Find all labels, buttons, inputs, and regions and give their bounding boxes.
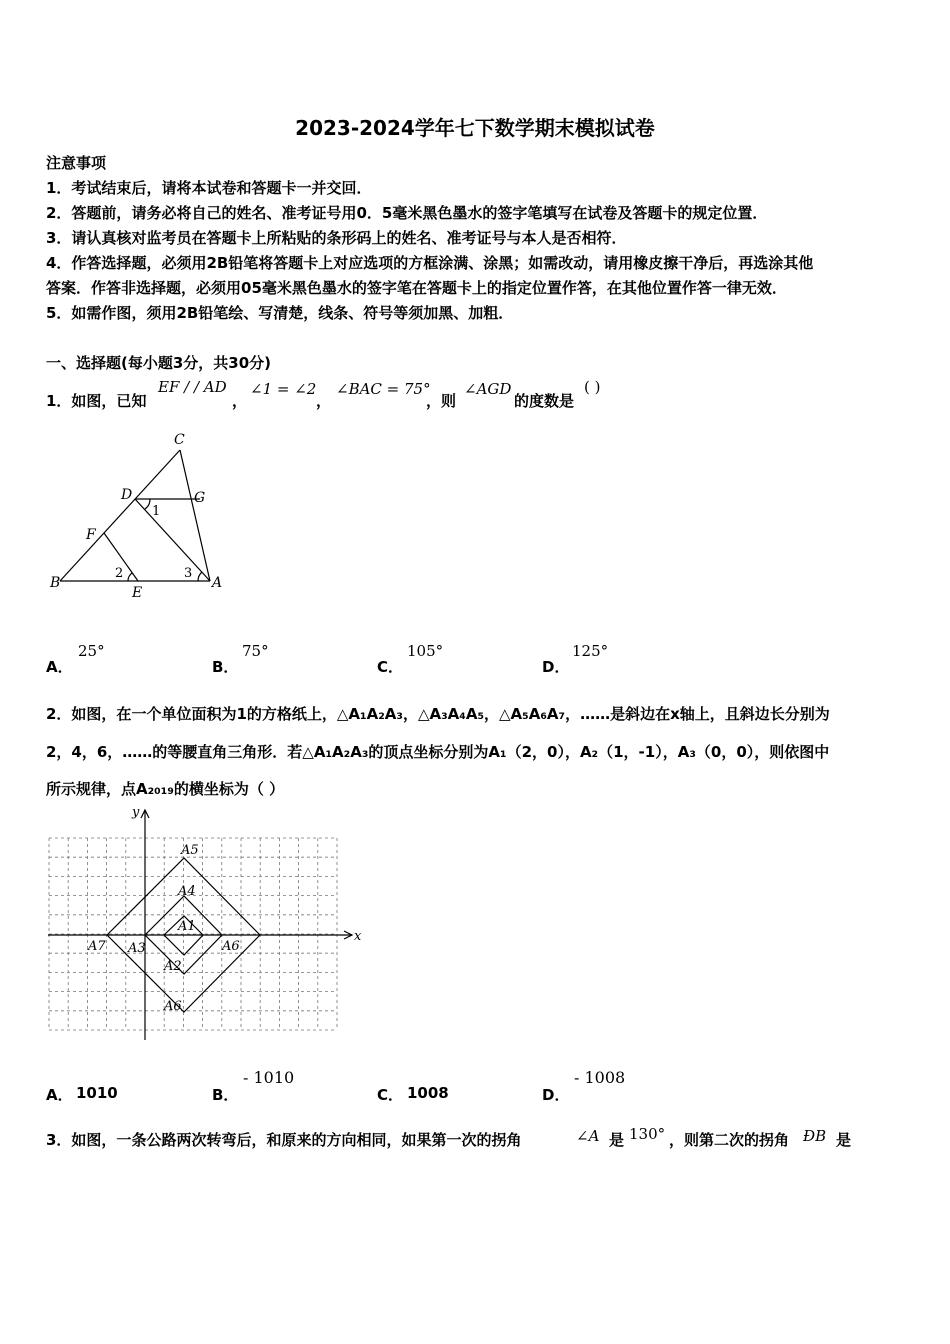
notice-heading: 注意事项 bbox=[46, 154, 107, 172]
q1-option-d-value: 125° bbox=[572, 642, 609, 660]
page-title: 2023-2024学年七下数学期末模拟试卷 bbox=[295, 116, 655, 140]
label-a1: A1 bbox=[178, 919, 196, 934]
question-1-stem bbox=[46, 378, 906, 408]
q2-grid-figure bbox=[40, 800, 370, 1045]
question-3-stem bbox=[46, 1125, 906, 1153]
q3-math-angle-b: ÐB bbox=[803, 1127, 827, 1145]
label-a2: A2 bbox=[164, 959, 182, 974]
q3-mid: 是 bbox=[609, 1131, 625, 1149]
q1-option-d-label[interactable]: D． bbox=[542, 658, 570, 676]
angle-1-arc bbox=[145, 499, 150, 509]
label-f: F bbox=[86, 527, 96, 543]
q2-line-3: 所示规律，点A₂₀₁₉的横坐标为（ ） bbox=[46, 780, 285, 798]
q2-line-2: 2，4，6，……的等腰直角三角形．若△A₁A₂A₃的顶点坐标分别为A₁（2，0），A₂（1，-1），A₃（0，0），则依图中 bbox=[46, 743, 830, 761]
q1-sep: ， bbox=[232, 392, 248, 410]
q2-option-c-value: 1008 bbox=[407, 1084, 449, 1102]
q1-sep: ，则 bbox=[426, 392, 457, 410]
angle-2-arc bbox=[128, 573, 132, 581]
q3-math-angle-a: ∠A bbox=[576, 1127, 600, 1145]
q2-option-d-label[interactable]: D． bbox=[542, 1086, 570, 1104]
q1-figure bbox=[40, 425, 240, 605]
line-da bbox=[135, 499, 210, 581]
label-c: C bbox=[174, 432, 185, 448]
q2-option-a-label[interactable]: A． bbox=[46, 1086, 73, 1104]
q1-math-agd: ∠AGD bbox=[464, 380, 512, 398]
q1-option-a-label[interactable]: A． bbox=[46, 658, 73, 676]
q3-end: 是 bbox=[836, 1131, 852, 1149]
q1-sep: ， bbox=[316, 392, 332, 410]
q1-option-c-label[interactable]: C． bbox=[377, 658, 404, 676]
label-1: 1 bbox=[152, 504, 161, 519]
notice-item: 5．如需作图，须用2B铅笔绘、写清楚，线条、符号等须加黑、加粗． bbox=[46, 304, 514, 322]
label-e: E bbox=[132, 585, 143, 601]
label-g: G bbox=[194, 490, 206, 506]
q2-option-b-value: - 1010 bbox=[243, 1068, 295, 1087]
q1-option-b-value: 75° bbox=[242, 642, 269, 660]
label-a: A bbox=[212, 575, 223, 591]
q1-prefix: 1．如图，已知 bbox=[46, 392, 147, 410]
q3-math-130: 130° bbox=[629, 1125, 666, 1143]
q2-option-c-label[interactable]: C． bbox=[377, 1086, 404, 1104]
label-a3: A3 bbox=[128, 941, 146, 956]
label-a6: A6 bbox=[164, 999, 182, 1014]
label-a5: A5 bbox=[181, 843, 199, 858]
notice-item: 3．请认真核对监考员在答题卡上所粘贴的条形码上的姓名、准考证号与本人是否相符． bbox=[46, 229, 627, 247]
label-a7: A7 bbox=[88, 939, 106, 954]
q2-option-d-value: - 1008 bbox=[574, 1068, 626, 1087]
label-y: y bbox=[132, 805, 140, 820]
q1-math-angles: ∠1 = ∠2 bbox=[250, 380, 317, 398]
label-3: 3 bbox=[184, 566, 193, 581]
line-ca bbox=[180, 450, 210, 581]
q3-suffix: ，则第二次的拐角 bbox=[669, 1131, 790, 1149]
q1-answer-paren: ( ) bbox=[584, 378, 601, 396]
notice-item: 答案．作答非选择题，必须用05毫米黑色墨水的签字笔在答题卡上的指定位置作答，在其他位置作答一律无效． bbox=[46, 279, 787, 297]
q1-option-c-value: 105° bbox=[407, 642, 444, 660]
label-d: D bbox=[121, 487, 133, 503]
notice-item: 1．考试结束后，请将本试卷和答题卡一并交回． bbox=[46, 179, 372, 197]
angle-3-arc bbox=[198, 572, 202, 581]
label-a4: A4 bbox=[178, 884, 196, 899]
label-a6-right: A6 bbox=[222, 939, 240, 954]
q2-option-a-value: 1010 bbox=[76, 1084, 118, 1102]
q2-option-b-label[interactable]: B． bbox=[212, 1086, 239, 1104]
section-heading: 一、选择题(每小题3分，共30分) bbox=[46, 354, 272, 372]
line-bc bbox=[60, 450, 180, 581]
label-b: B bbox=[50, 575, 61, 591]
notice-item: 2．答题前，请务必将自己的姓名、准考证号用0．5毫米黑色墨水的签字笔填写在试卷及答题卡的规定位置． bbox=[46, 204, 768, 222]
label-x: x bbox=[354, 929, 362, 944]
q3-prefix: 3．如图，一条公路两次转弯后，和原来的方向相同，如果第一次的拐角 bbox=[46, 1131, 522, 1149]
notice-item: 4．作答选择题，必须用2B铅笔将答题卡上对应选项的方框涂满、涂黑；如需改动，请用橡皮擦干净后，再选涂其他 bbox=[46, 254, 814, 272]
q2-line-1: 2．如图，在一个单位面积为1的方格纸上，△A₁A₂A₃，△A₃A₄A₅，△A₅A₆A₇，……是斜边在x轴上，且斜边长分别为 bbox=[46, 705, 830, 723]
q1-math-parallel: EF / / AD bbox=[158, 378, 227, 396]
label-2: 2 bbox=[115, 566, 124, 581]
q1-math-bac: ∠BAC = 75° bbox=[336, 380, 431, 398]
q1-option-a-value: 25° bbox=[78, 642, 105, 660]
q1-option-b-label[interactable]: B． bbox=[212, 658, 239, 676]
q1-suffix: 的度数是 bbox=[514, 392, 575, 410]
